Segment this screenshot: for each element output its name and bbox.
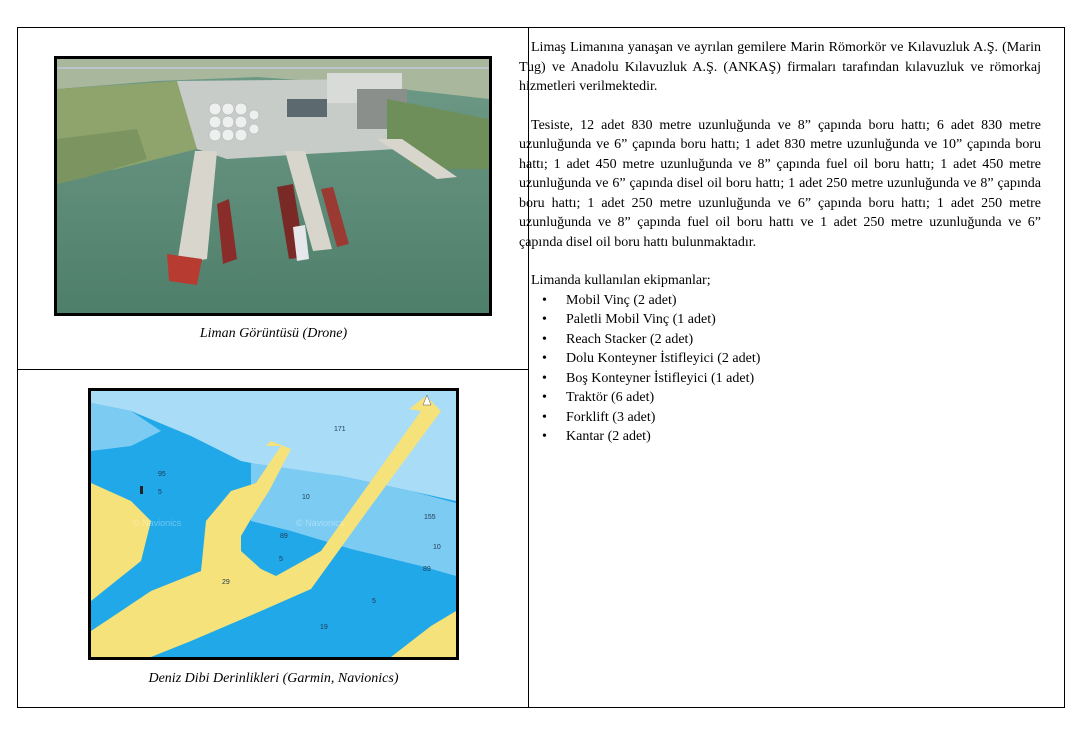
list-item [519,427,1041,447]
depth-label: 89 [423,566,431,573]
pipeline-paragraph: Tesiste, 12 adet 830 metre uzunluğunda ve 8” çapında boru hattı; 6 adet 830 metre uzunluğunda ve 6” çapında boru hattı; 1 adet 830 metre uzunluğunda ve 10” çapında boru hattı; 1 adet 450 metre uzunluğunda ve 8” çapında fuel oil boru hattı; 1 adet 450 metre uzunluğunda ve 6” çapında disel oil boru hattı; 1 adet 250 metre uzunluğunda ve 8” çapında boru hattı; 1 adet 250 metre uzunluğunda ve 6” çapında boru hattı; 1 adet 250 metre uzunluğunda ve 8” çapında fuel oil boru hattı ve 1 adet 250 metre uzunluğunda ve 6” çapında disel oil boru hattı bulunmaktadır. [519,117,1041,250]
navionics-watermark: © Navionics [296,518,345,528]
buoy-marker-icon [140,486,143,494]
photo-caption: Liman Görüntüsü (Drone) [199,326,348,341]
equipment-list [519,291,1041,447]
harbor-aerial-illustration [57,59,489,313]
drone-photo [54,56,492,316]
equipment-label: Forklift (3 adet) [566,409,656,425]
depth-label: 89 [280,533,288,540]
depth-label: 10 [433,544,441,551]
bullet-icon: • [542,429,547,444]
equipment-label: Reach Stacker (2 adet) [566,331,694,347]
bullet-icon: • [542,351,547,366]
depth-label: 29 [222,579,230,586]
bullet-icon: • [542,370,547,386]
list-item [519,349,1041,369]
depth-label: 5 [372,598,376,605]
depth-label: 155 [424,514,436,521]
bullet-icon: • [542,409,547,425]
equipment-heading: Limanda kullanılan ekipmanlar; [531,273,711,288]
equipment-label: Kantar (2 adet) [566,429,651,444]
pilotage-paragraph: Limaş Limanına yanaşan ve ayrılan gemilere Marin Römorkör ve Kılavuzluk A.Ş. (Marin Tug) ve Anadolu Kılavuzluk A.Ş. (ANKAŞ) firmaları tarafından kılavuzluk ve römorkaj hizmetleri verilmektedir. [519,40,1041,94]
bullet-icon: • [542,390,547,405]
equipment-label: Traktör (6 adet) [566,390,655,405]
equipment-label: Mobil Vinç (2 adet) [566,292,677,308]
depth-label: 5 [158,489,162,496]
list-item [519,408,1041,428]
depth-chart-illustration [91,391,456,657]
depth-label: 171 [334,426,346,433]
map-caption: Deniz Dibi Derinlikleri (Garmin, Navionics) [148,671,399,686]
depth-label: 5 [279,556,283,563]
navionics-watermark: © Navionics [133,518,182,528]
list-item [519,310,1041,330]
bullet-icon: • [542,331,547,347]
description-text [519,38,1041,447]
list-item [519,388,1041,408]
equipment-label: Boş Konteyner İstifleyici (1 adet) [566,370,755,386]
row-divider [18,369,529,370]
equipment-label: Paletli Mobil Vinç (1 adet) [566,312,716,327]
depth-map [88,388,459,660]
list-item [519,369,1041,389]
bullet-icon: • [542,312,547,327]
depth-label: 10 [302,494,310,501]
list-item [519,330,1041,350]
bullet-icon: • [542,292,547,308]
depth-label: 95 [158,471,166,478]
equipment-label: Dolu Konteyner İstifleyici (2 adet) [566,351,761,366]
depth-label: 19 [320,624,328,631]
list-item [519,291,1041,311]
